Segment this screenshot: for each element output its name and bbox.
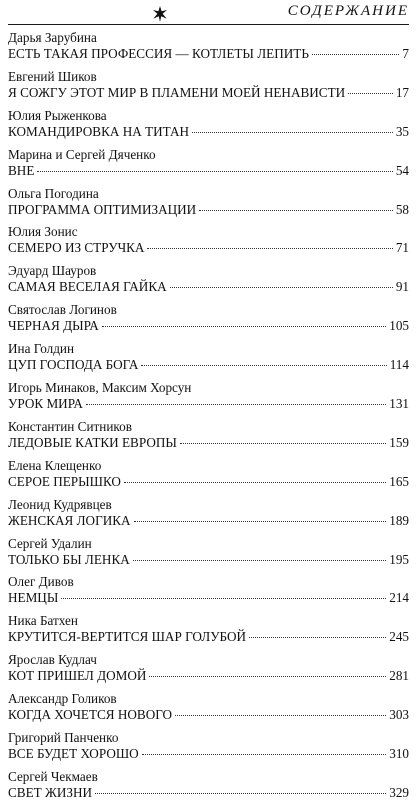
- toc-author: Елена Клещенко: [8, 457, 102, 473]
- toc-leader-dots: [133, 560, 386, 561]
- toc-page-number: 189: [389, 512, 409, 528]
- toc-author: Ника Батхен: [8, 613, 78, 629]
- toc-entry: [8, 536, 409, 575]
- toc-page-number: 159: [389, 434, 409, 450]
- toc-title-line: [8, 706, 409, 723]
- toc-author: Юлия Рыженкова: [8, 107, 107, 123]
- toc-page-number: 91: [395, 279, 409, 295]
- toc-page-number: 7: [402, 46, 409, 61]
- page-header: [0, 0, 417, 26]
- toc-author: Игорь Минаков, Максим Хорсун: [8, 380, 192, 396]
- toc-title: Я СОЖГУ ЭТОТ МИР В ПЛАМЕНИ МОЕЙ НЕНАВИСТИ: [8, 84, 346, 100]
- toc-leader-dots: [124, 482, 386, 483]
- toc-title: УРОК МИРА: [8, 396, 83, 412]
- toc-author: Леонид Кудрявцев: [8, 496, 112, 512]
- toc-title: ПРОГРАММА ОПТИМИЗАЦИИ: [8, 201, 197, 217]
- toc-leader-dots: [86, 404, 386, 405]
- toc-author: Святослав Логинов: [8, 302, 117, 318]
- toc-title-line: [8, 551, 409, 568]
- toc-entry: [8, 147, 409, 186]
- toc-leader-dots: [180, 443, 386, 444]
- toc-author: Марина и Сергей Дяченко: [8, 146, 156, 162]
- toc-title: СЕРОЕ ПЕРЫШКО: [8, 473, 121, 489]
- toc-title: ВНЕ: [8, 162, 35, 178]
- toc-title: КРУТИТСЯ-ВЕРТИТСЯ ШАР ГОЛУБОЙ: [8, 629, 247, 645]
- toc-title: САМАЯ ВЕСЕЛАЯ ГАЙКА: [8, 279, 167, 295]
- toc-leader-dots: [170, 287, 393, 288]
- toc-author: Ольга Погодина: [8, 185, 99, 201]
- toc-author: Евгений Шиков: [8, 68, 97, 84]
- toc-author: Олег Дивов: [8, 574, 74, 590]
- table-of-contents: [8, 30, 409, 808]
- toc-entry: [8, 458, 409, 497]
- toc-page-number: 71: [395, 240, 409, 256]
- toc-page-number: 329: [389, 784, 409, 800]
- toc-title-line: [8, 667, 409, 684]
- toc-page-number: 245: [389, 629, 409, 645]
- toc-leader-dots: [141, 365, 386, 366]
- header-rule: [8, 24, 409, 25]
- toc-author: Юлия Зонис: [8, 224, 78, 240]
- toc-leader-dots: [312, 54, 400, 55]
- toc-page-number: 195: [389, 551, 409, 567]
- toc-leader-dots: [199, 210, 393, 211]
- toc-leader-dots: [192, 132, 393, 133]
- toc-leader-dots: [37, 171, 392, 172]
- toc-title: ЛЕДОВЫЕ КАТКИ ЕВРОПЫ: [8, 434, 177, 450]
- toc-page-number: 310: [389, 746, 409, 762]
- toc-title-line: [8, 473, 409, 490]
- toc-leader-dots: [175, 715, 386, 716]
- toc-title-line: [8, 434, 409, 451]
- toc-title-line: [8, 745, 409, 762]
- toc-page-number: 165: [389, 473, 409, 489]
- toc-page-number: 54: [395, 162, 409, 178]
- toc-page-number: 114: [389, 357, 409, 373]
- toc-title: СВЕТ ЖИЗНИ: [8, 784, 92, 800]
- page-title: СОДЕРЖАНИЕ: [287, 3, 409, 19]
- toc-author: Эдуард Шауров: [8, 263, 97, 279]
- toc-page-number: 281: [389, 668, 409, 684]
- toc-author: Ина Голдин: [8, 341, 75, 357]
- toc-entry: [8, 69, 409, 108]
- toc-entry: [8, 224, 409, 263]
- toc-entry: [8, 613, 409, 652]
- toc-title: ВСЕ БУДЕТ ХОРОШО: [8, 746, 139, 762]
- toc-title-line: [8, 628, 409, 645]
- toc-page-number: 214: [389, 590, 409, 606]
- toc-page-number: 35: [395, 123, 409, 139]
- toc-leader-dots: [61, 598, 386, 599]
- toc-page-number: 17: [395, 84, 409, 100]
- toc-leader-dots: [134, 521, 387, 522]
- toc-title-line: [8, 201, 409, 218]
- toc-title: ТОЛЬКО БЫ ЛЕНКА: [8, 551, 130, 567]
- toc-entry: [8, 652, 409, 691]
- toc-title-line: [8, 589, 409, 606]
- toc-title: СЕМЕРО ИЗ СТРУЧКА: [8, 240, 145, 256]
- toc-title-line: [8, 84, 409, 101]
- toc-entry: [8, 30, 409, 69]
- toc-title-line: [8, 395, 409, 412]
- toc-leader-dots: [348, 93, 393, 94]
- toc-leader-dots: [142, 754, 387, 755]
- toc-author: Константин Ситников: [8, 418, 132, 434]
- toc-page-number: 131: [389, 396, 409, 412]
- toc-title-line: [8, 512, 409, 529]
- toc-title: КОТ ПРИШЕЛ ДОМОЙ: [8, 668, 147, 684]
- toc-title: ЧЕРНАЯ ДЫРА: [8, 318, 99, 334]
- toc-author: Григорий Панченко: [8, 730, 119, 746]
- toc-entry: [8, 730, 409, 769]
- toc-entry: [8, 302, 409, 341]
- toc-author: Сергей Чекмаев: [8, 768, 98, 784]
- toc-author: Александр Голиков: [8, 691, 117, 707]
- toc-title: КОМАНДИРОВКА НА ТИТАН: [8, 123, 190, 139]
- toc-title: ЦУП ГОСПОДА БОГА: [8, 357, 139, 373]
- toc-title: ЕСТЬ ТАКАЯ ПРОФЕССИЯ — КОТЛЕТЫ ЛЕПИТЬ: [8, 46, 309, 61]
- toc-entry: [8, 497, 409, 536]
- toc-title-line: [8, 45, 409, 62]
- toc-leader-dots: [249, 637, 386, 638]
- toc-entry: [8, 341, 409, 380]
- toc-author: Сергей Удалин: [8, 535, 92, 551]
- toc-leader-dots: [102, 326, 386, 327]
- toc-title: НЕМЦЫ: [8, 590, 59, 606]
- star-icon: [152, 6, 168, 22]
- toc-title-line: [8, 784, 409, 801]
- toc-entry: [8, 769, 409, 808]
- toc-leader-dots: [149, 676, 386, 677]
- toc-title-line: [8, 356, 409, 373]
- toc-title-line: [8, 162, 409, 179]
- toc-entry: [8, 380, 409, 419]
- toc-title: КОГДА ХОЧЕТСЯ НОВОГО: [8, 707, 173, 723]
- toc-page-number: 58: [395, 201, 409, 217]
- toc-entry: [8, 574, 409, 613]
- toc-leader-dots: [147, 248, 392, 249]
- toc-entry: [8, 108, 409, 147]
- toc-author: Ярослав Кудлач: [8, 652, 97, 668]
- toc-title-line: [8, 123, 409, 140]
- toc-title-line: [8, 317, 409, 334]
- toc-entry: [8, 419, 409, 458]
- toc-leader-dots: [95, 793, 386, 794]
- toc-title-line: [8, 239, 409, 256]
- toc-entry: [8, 691, 409, 730]
- toc-author: Дарья Зарубина: [8, 30, 97, 45]
- toc-title-line: [8, 278, 409, 295]
- toc-page-number: 105: [389, 318, 409, 334]
- toc-title: ЖЕНСКАЯ ЛОГИКА: [8, 512, 131, 528]
- toc-entry: [8, 263, 409, 302]
- toc-page-number: 303: [389, 707, 409, 723]
- toc-entry: [8, 186, 409, 225]
